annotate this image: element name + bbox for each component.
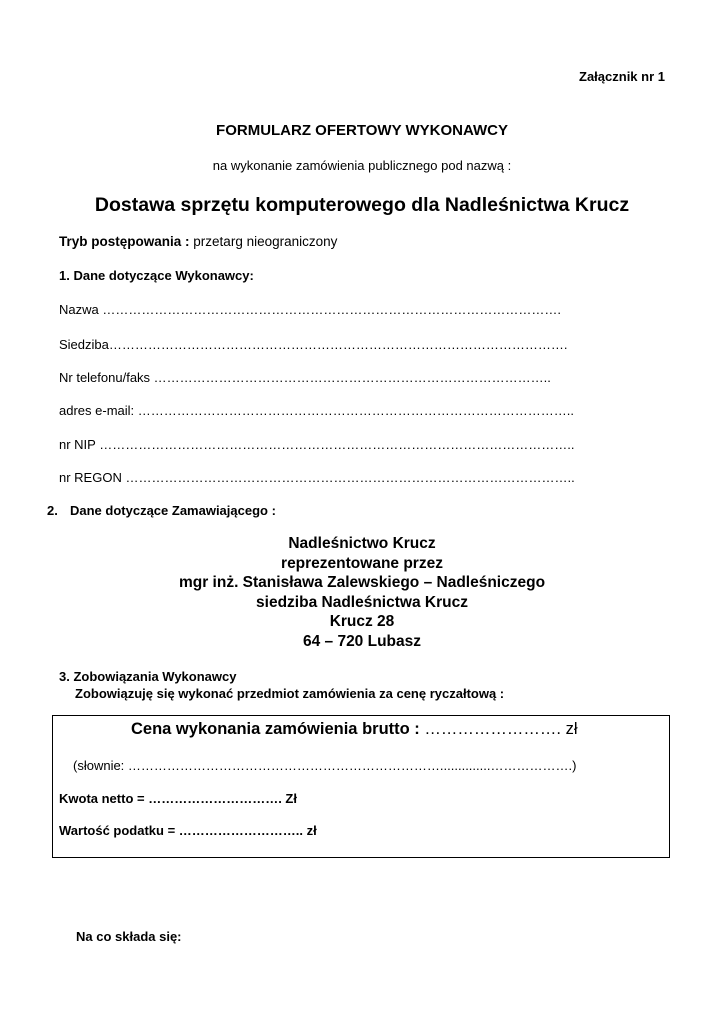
- buyer-line: mgr inż. Stanisława Zalewskiego – Nadleśniczego: [178, 574, 546, 591]
- buyer-line: reprezentowane przez: [281, 554, 443, 572]
- buyer-line: Krucz 28: [329, 613, 395, 630]
- order-name: Dostawa sprzętu komputerowego dla Nadleśnictwa Krucz: [94, 194, 630, 216]
- procedure-label: Tryb postępowania :: [59, 234, 190, 249]
- buyer-heading-text: Dane dotyczące Zamawiającego :: [70, 503, 276, 518]
- contractor-phone-field: Nr telefonu/faks ………………………………………………………………………………..: [59, 370, 551, 385]
- contractor-address-field: Siedziba…………………………………………………………………………………………….: [59, 337, 568, 352]
- attachment-number: Załącznik nr 1: [579, 69, 665, 84]
- obligations-section: [59, 668, 504, 702]
- obligations-heading: 3. Zobowiązania Wykonawcy: [59, 669, 237, 684]
- buyer-line: siedziba Nadleśnictwa Krucz: [256, 593, 468, 611]
- price-box: [52, 715, 670, 858]
- contractor-heading: 1. Dane dotyczące Wykonawcy:: [59, 268, 254, 283]
- form-subtitle: na wykonanie zamówienia publicznego pod nazwą :: [212, 158, 512, 173]
- contractor-name-field: Nazwa …………………………………………………………………………………………….: [59, 302, 561, 317]
- gross-price-label: Cena wykonania zamówienia brutto :: [131, 720, 420, 738]
- buyer-details: [0, 534, 724, 651]
- form-title: FORMULARZ OFERTOWY WYKONAWCY: [216, 122, 508, 139]
- net-amount: Kwota netto = …………………………. Zł: [59, 791, 297, 806]
- buyer-line: Nadleśnictwo Krucz: [288, 535, 436, 552]
- contractor-regon-field: nr REGON …………………………………………………………………………………………..: [59, 470, 575, 485]
- procedure-value: przetarg nieograniczony: [193, 234, 338, 249]
- gross-price-blank: ……………………. zł: [424, 720, 578, 738]
- buyer-heading-number: 2.: [47, 503, 58, 518]
- contractor-nip-field: nr NIP ………………………………………………………………………………………………..: [59, 437, 575, 452]
- tax-amount: Wartość podatku = ……………………….. zł: [59, 823, 317, 838]
- price-breakdown-heading: Na co składa się:: [76, 929, 182, 944]
- price-in-words: (słownie: ………………………………………………………………..............……………….): [73, 758, 577, 773]
- buyer-line: 64 – 720 Lubasz: [302, 632, 422, 650]
- contractor-email-field: adres e-mail: ………………………………………………………………………………………..: [59, 403, 574, 418]
- procedure-mode: [59, 234, 337, 249]
- gross-price-line: [131, 720, 578, 739]
- buyer-heading: [47, 503, 276, 518]
- obligations-text: Zobowiązuję się wykonać przedmiot zamówienia za cenę ryczałtową :: [75, 686, 505, 701]
